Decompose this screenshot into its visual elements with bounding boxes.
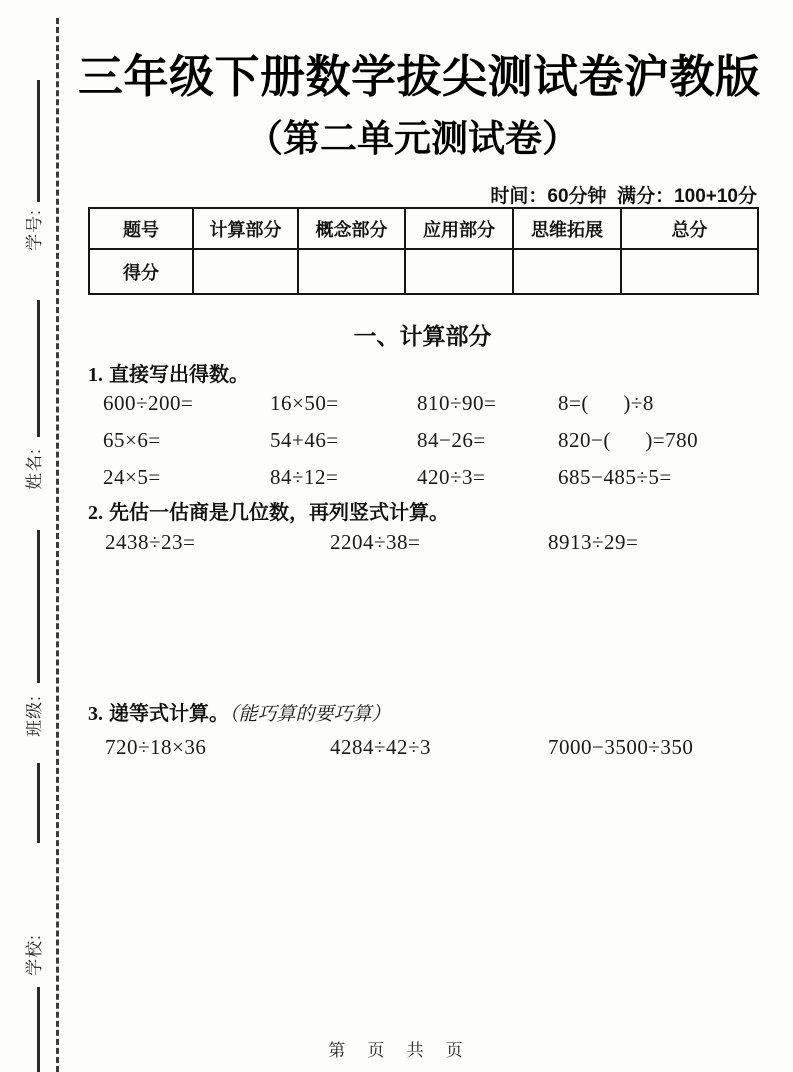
question-1-prompt: 直接写出得数。 [109, 364, 249, 386]
section-1-heading: 一、计算部分 [353, 323, 492, 349]
class-label: 班级: [24, 695, 44, 737]
score-header-concept: 概念部分 [298, 208, 405, 249]
school-label: 学校: [24, 934, 44, 976]
math-expression: 420÷3= [417, 465, 486, 489]
math-expression: 4284÷42÷3 [330, 735, 432, 759]
question-3-heading [88, 697, 768, 726]
math-expression: 685−485÷5= [558, 465, 672, 489]
question-2-heading [88, 496, 768, 525]
score-cell-concept [298, 249, 405, 294]
student-id-fill-line [37, 80, 40, 202]
score-table-score-row [89, 249, 758, 294]
student-name-label: 姓名: [24, 448, 44, 490]
class-fill-line [37, 530, 40, 683]
question-3-note: （能巧算的要巧算） [229, 704, 391, 725]
score-cell-calculation [193, 249, 298, 294]
page-title: 三年级下册数学拔尖测试卷沪教版 [78, 51, 761, 102]
math-expression: 24×5= [103, 465, 161, 489]
page-footer: 第 页 共 页 [328, 1041, 465, 1060]
math-expression: 8=( )÷8 [558, 391, 654, 415]
score-header-calculation: 计算部分 [193, 208, 298, 249]
question-3-problems [88, 735, 768, 760]
question-2-number: 2. [88, 502, 103, 524]
school-fill-line [37, 763, 40, 843]
math-expression: 54+46= [270, 428, 339, 452]
page-subtitle: （第二单元测试卷） [246, 118, 579, 159]
question-3-prompt: 递等式计算。 [109, 703, 229, 725]
math-expression: 810÷90= [417, 391, 497, 415]
math-expression: 600÷200= [103, 391, 194, 415]
math-expression: 8913÷29= [548, 530, 639, 554]
question-1-number: 1. [88, 364, 103, 386]
score-header-question: 题号 [89, 208, 193, 249]
score-table-header-row [89, 208, 758, 249]
math-expression: 720÷18×36 [105, 735, 207, 759]
score-header-application: 应用部分 [405, 208, 513, 249]
question-2-prompt: 先估一估商是几位数，再列竖式计算。 [109, 502, 449, 524]
math-expression: 820−( )=780 [558, 428, 699, 452]
score-cell-application [405, 249, 513, 294]
question-3-number: 3. [88, 703, 103, 725]
score-header-total: 总分 [621, 208, 758, 249]
math-expression: 2204÷38= [330, 530, 421, 554]
time-and-score-info: 时间：60分钟 满分：100+10分 [490, 186, 757, 207]
question-1-heading [88, 358, 768, 387]
math-expression: 65×6= [103, 428, 161, 452]
math-expression: 2438÷23= [105, 530, 196, 554]
question-1-problems [88, 391, 768, 490]
student-name-fill-line [37, 300, 40, 437]
math-expression: 84÷12= [270, 465, 339, 489]
math-expression: 84−26= [417, 428, 486, 452]
score-header-thinking: 思维拓展 [513, 208, 621, 249]
score-table [88, 207, 759, 295]
student-id-label: 学号: [24, 209, 44, 251]
math-expression: 16×50= [270, 391, 339, 415]
score-row-label: 得分 [89, 249, 193, 294]
score-cell-thinking [513, 249, 621, 294]
question-2-problems [88, 530, 768, 555]
score-cell-total [621, 249, 758, 294]
math-expression: 7000−3500÷350 [548, 735, 694, 759]
binding-dashed-line [56, 18, 59, 1072]
